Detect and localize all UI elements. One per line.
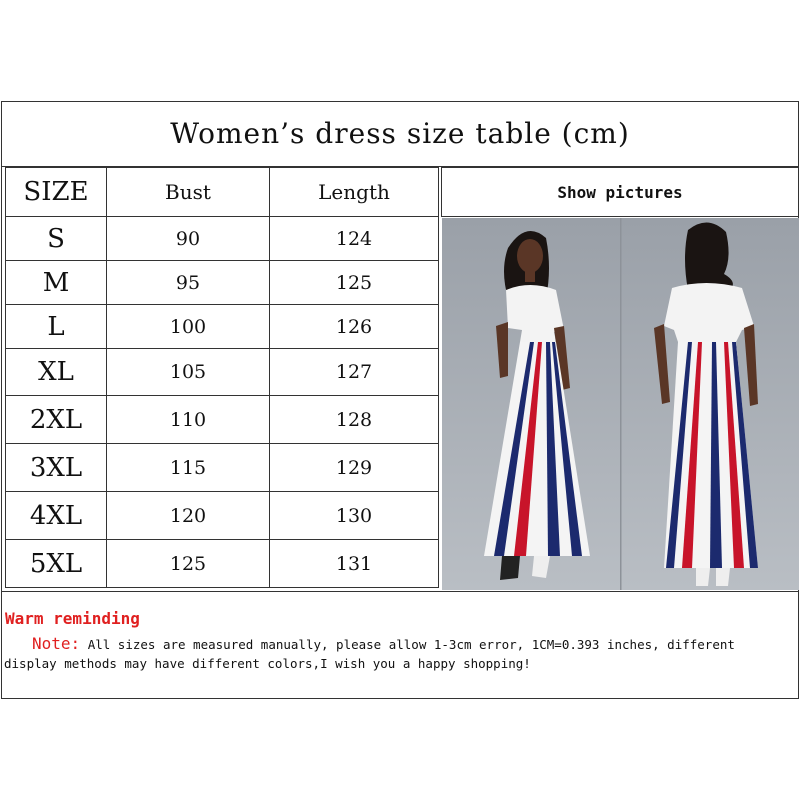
bust-cell: 120 xyxy=(107,492,270,540)
note-paragraph xyxy=(4,634,794,673)
table-row xyxy=(6,444,439,492)
size-cell: 4XL xyxy=(6,492,107,540)
size-cell: 5XL xyxy=(6,540,107,588)
size-cell: XL xyxy=(6,349,107,396)
length-cell: 131 xyxy=(270,540,439,588)
note-label: Note: xyxy=(32,634,81,653)
size-cell: 2XL xyxy=(6,396,107,444)
table-row xyxy=(6,349,439,396)
size-cell: L xyxy=(6,305,107,349)
table-row xyxy=(6,540,439,588)
length-cell: 124 xyxy=(270,217,439,261)
table-row xyxy=(6,217,439,261)
size-cell: S xyxy=(6,217,107,261)
table-row xyxy=(6,396,439,444)
bust-cell: 100 xyxy=(107,305,270,349)
warm-reminding-heading: Warm reminding xyxy=(5,609,140,628)
table-row xyxy=(6,492,439,540)
length-cell: 127 xyxy=(270,349,439,396)
size-cell: 3XL xyxy=(6,444,107,492)
bust-cell: 90 xyxy=(107,217,270,261)
header-size: SIZE xyxy=(6,168,107,217)
page-title: Women’s dress size table (cm) xyxy=(1,101,799,167)
bust-cell: 105 xyxy=(107,349,270,396)
length-cell: 130 xyxy=(270,492,439,540)
bust-cell: 95 xyxy=(107,261,270,305)
bust-cell: 115 xyxy=(107,444,270,492)
length-cell: 128 xyxy=(270,396,439,444)
header-bust: Bust xyxy=(107,168,270,217)
length-cell: 126 xyxy=(270,305,439,349)
bust-cell: 125 xyxy=(107,540,270,588)
header-length: Length xyxy=(270,168,439,217)
show-pictures-header: Show pictures xyxy=(441,167,799,217)
table-row xyxy=(6,305,439,349)
length-cell: 125 xyxy=(270,261,439,305)
table-row xyxy=(6,261,439,305)
dress-product-photo xyxy=(442,218,799,590)
size-table xyxy=(5,167,439,588)
length-cell: 129 xyxy=(270,444,439,492)
bust-cell: 110 xyxy=(107,396,270,444)
note-text: All sizes are measured manually, please allow 1-3cm error, 1CM=0.393 inches, different display methods may have different colors,I wish you a happy shopping! xyxy=(4,637,735,671)
size-cell: M xyxy=(6,261,107,305)
table-header-row xyxy=(6,168,439,217)
